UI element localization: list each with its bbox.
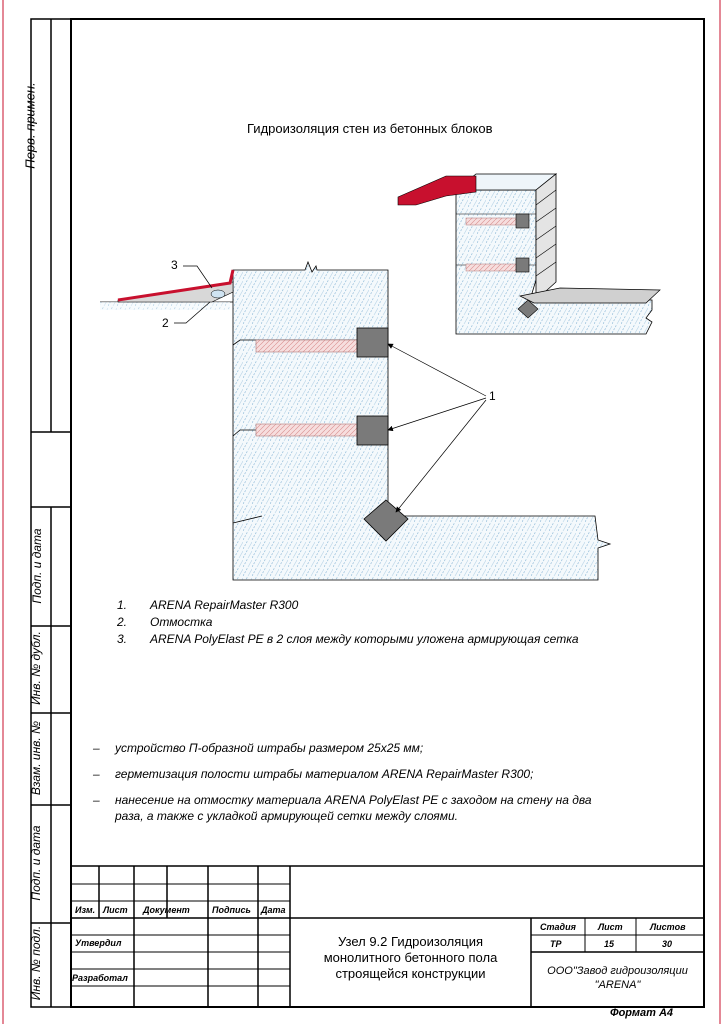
side-label-inv-podl: Инв. № подл. <box>29 925 43 1001</box>
note-dash: – <box>93 741 100 755</box>
sheet-name-line: строящейся конструкции <box>335 966 486 981</box>
tb-izm: Изм. <box>75 905 96 915</box>
isometric-drawing <box>398 174 660 334</box>
organization-line: ООО"Завод гидроизоляции <box>547 965 688 977</box>
legend-text: Отмостка <box>150 615 213 629</box>
side-label-inv-dubl: Инв. № дубл. <box>29 631 43 705</box>
drawing-title: Гидроизоляция стен из бетонных блоков <box>247 121 493 136</box>
side-label-vzam: Взам. инв. № <box>29 720 43 796</box>
strip-upper <box>256 340 359 352</box>
sheet-name-line: монолитного бетонного пола <box>323 950 498 965</box>
tb-list-header: Лист <box>598 922 623 932</box>
note-3 <box>93 793 592 807</box>
callout-2: 2 <box>162 316 169 330</box>
note-dash: – <box>93 793 100 807</box>
format-label: Формат А4 <box>610 1007 674 1019</box>
legend-item-2 <box>117 615 212 629</box>
callout-3: 3 <box>171 258 178 272</box>
note-dash: – <box>93 767 100 781</box>
note-text: герметизация полости штрабы материалом ARENA RepairMaster R300; <box>115 767 534 781</box>
tb-razrabotal: Разработал <box>72 973 128 983</box>
tb-data: Дата <box>261 905 286 915</box>
sealant-upper <box>357 328 388 357</box>
legend-text: ARENA PolyElast PE в 2 слоя между которыми уложена армирующая сетка <box>150 632 579 646</box>
side-label-podp2: Подп. и дата <box>29 825 43 901</box>
side-label-podp1: Подп. и дата <box>30 528 44 604</box>
legend-num: 3. <box>117 632 128 646</box>
note-text: устройство П-образной штрабы размером 25х25 мм; <box>115 741 424 755</box>
tb-utverdil: Утвердил <box>75 938 122 948</box>
note-1 <box>93 741 423 755</box>
sheet-name-line: Узел 9.2 Гидроизоляция <box>337 934 484 949</box>
tb-podpis: Подпись <box>212 905 251 915</box>
organization-line: "ARENA" <box>594 979 641 991</box>
note-text: нанесение на отмостку материала ARENA PolyElast PE с заходом на стену на два <box>115 793 592 807</box>
tb-listov-value: 30 <box>662 939 673 949</box>
tb-list: Лист <box>103 905 128 915</box>
tb-stadia-value: ТР <box>550 939 562 949</box>
legend-item-1 <box>117 598 298 612</box>
note-2 <box>93 767 533 781</box>
tb-list-value: 15 <box>604 939 615 949</box>
legend-num: 1. <box>117 598 128 612</box>
legend-text: ARENA RepairMaster R300 <box>150 598 299 612</box>
callout-1: 1 <box>489 389 496 403</box>
tb-listov-header: Листов <box>650 922 686 932</box>
note-3-continued: раза, а также с укладкой армирующей сетки между слоями. <box>115 809 458 823</box>
legend-num: 2. <box>117 615 128 629</box>
sealant-lower <box>357 416 388 445</box>
side-label-perv: Перв. примен. <box>22 82 38 169</box>
organization <box>531 964 704 992</box>
legend-item-3 <box>117 632 579 646</box>
strip-lower <box>256 424 359 436</box>
tb-doc: Документ <box>143 905 190 915</box>
tb-stadia-header: Стадия <box>540 922 576 932</box>
sheet-name <box>290 934 531 982</box>
